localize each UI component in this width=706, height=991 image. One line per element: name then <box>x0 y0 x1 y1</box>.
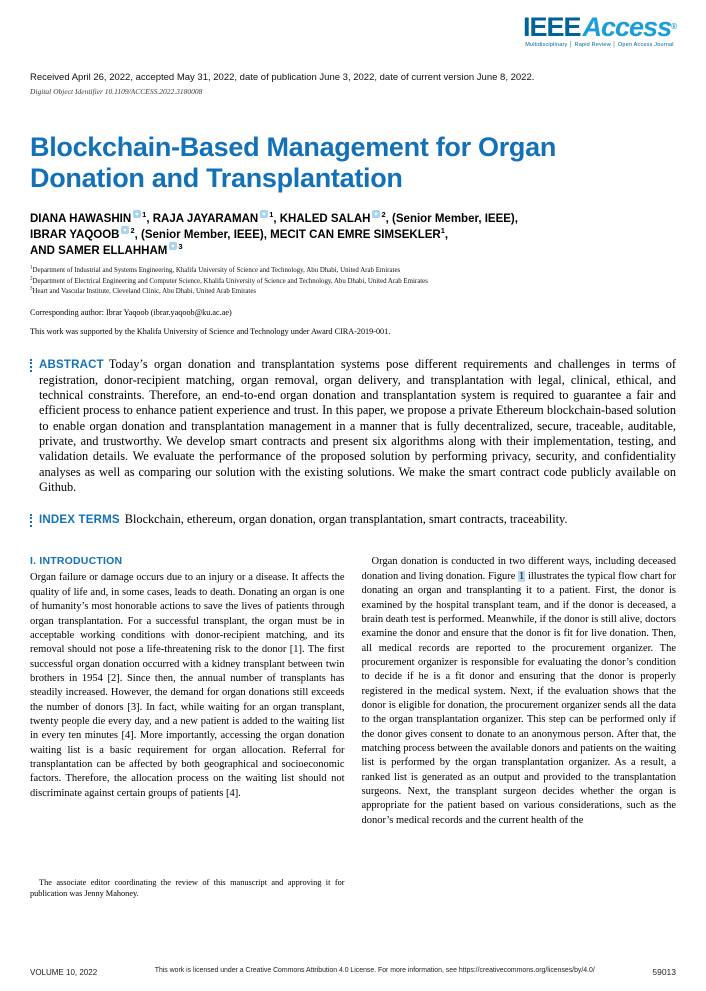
index-terms-text: Blockchain, ethereum, organ donation, organ transplantation, smart contracts, traceability. <box>124 512 568 527</box>
paper-title-line1: Blockchain-Based Management for Organ <box>30 132 557 162</box>
funding-line: This work was supported by the Khalifa University of Science and Technology under Award CIRA-2019-001. <box>30 326 391 336</box>
author-affiliation-superscript: 2 <box>130 226 135 236</box>
author-name: IBRAR YAQOOB <box>30 229 120 241</box>
author-line <box>30 211 676 227</box>
affiliation-line <box>30 287 676 298</box>
affiliation-text: Department of Industrial and Systems Engineering, Khalifa University of Science and Technology, Abu Dhabi, United Arab Emirates <box>32 267 401 274</box>
introduction-paragraph-right <box>362 555 677 828</box>
abstract-label: ABSTRACT <box>39 358 104 371</box>
paper-title-line2: Donation and Transplantation <box>30 163 403 193</box>
orcid-icon[interactable] <box>169 242 177 250</box>
affiliation-text: Department of Electrical Engineering and Computer Science, Khalifa University of Science and Technology, Abu Dhabi, United Arab Emirates <box>32 277 428 285</box>
author-name: RAJA JAYARAMAN <box>152 213 259 225</box>
orcid-icon[interactable] <box>121 226 129 234</box>
author-line <box>30 243 676 259</box>
abstract-dotted-bar <box>30 359 32 372</box>
corresponding-author-line: Corresponding author: Ibrar Yaqoob (ibrar.yaqoob@ku.ac.ae) <box>30 307 232 317</box>
right-paragraph-after-figure-ref: illustrates the typical flow chart for donating an organ and transplanting it to a patient. First, the donor is examined by the hospital transplant team, and if the donor is deceased, a brain death test is performed. Meanwhile, if the donor is still alive, doctors examine the donor and ensure that the donor is fit for live donation. Then, all medical records are reported to the procurement organizer. The procurement organizer is responsible for evaluating the donor’s condition to decide if he is a fit donor and ensuring that the donor is properly registered in the medical system. Next, if the evaluation shows that the donor is eligible for donation, the procurement organizer sends all the data to the organ transplantation organizer. This step can be performed only if the donor gives consent to donate to an anonymous person. After that, the matching process between the available donors and patients on the waiting list is performed by the organ transplantation organizer. As a result, a ranked list is generated as an output and provided to the transplantation surgeons. Next, the transplant surgeon decides whether the organ is appropriate for the patient based on various considerations, such as the donor’s medical records and the current health of the <box>361 570 676 826</box>
author-suffix: , <box>444 229 449 241</box>
associate-editor-footnote: The associate editor coordinating the review of this manuscript and approving it for publication was Jenny Mahoney. <box>30 878 345 899</box>
orcid-icon[interactable] <box>372 210 380 218</box>
page-footer <box>30 967 676 977</box>
author-affiliation-superscript: 3 <box>178 242 183 252</box>
affiliation-line <box>30 277 676 288</box>
section-heading-introduction: I. INTRODUCTION <box>30 555 123 568</box>
affiliation-superscript: 1 <box>30 265 33 271</box>
affiliation-text: Heart and Vascular Institute, Cleveland Clinic, Abu Dhabi, United Arab Emirates <box>32 288 257 295</box>
introduction-paragraph-left: Organ failure or damage occurs due to an injury or a disease. It affects the quality of life and, in some cases, leads to death. Donating an organ is one of humanity’s most honorable actions to save the lives of patients through organ transplantation. For a successful transplant, the organ must be in acceptable working conditions with donor-recipient matching, and its removal should not pose a life-threatening risk to the donor [1]. The first successful organ donation occurred with a kidney transplant between twin brothers in 1954 [2]. Since then, the annual number of transplants has steadily increased. However, the demand for organ donations still exceeds the number of donors [3]. In fact, while waiting for an organ transplant, twenty people die every day, and a new patient is added to the waiting list in every ten minutes [4]. More importantly, accessing the organ donation waiting list is a basic requirement for organ allocation. Referral for transplantation can be affected by both geographical and socioeconomic factors. Therefore, the allocation process on the waiting list should not discriminate against certain groups of patients [4]. <box>30 572 345 799</box>
author-affiliation-superscript: 1 <box>440 226 445 236</box>
author-name: KHALED SALAH <box>279 213 371 225</box>
author-suffix: , <box>273 213 280 225</box>
index-terms-dotted-bar <box>30 514 32 527</box>
abstract-block <box>30 357 676 496</box>
figure-1-reference-link[interactable]: 1 <box>519 570 525 582</box>
ieee-logo-text: IEEE <box>522 12 581 42</box>
abstract-text: Today’s organ donation and transplantation systems pose different requirements and challenges in terms of registration, donor-recipient matching, organ removal, organ delivery, and transplantation with legal, clinical, ethical, and technical constraints. Therefore, an end-to-end organ donation and transplantation system is required to guarantee a fair and efficient process to enhance patient experience and trust. In this paper, we propose a private Ethereum blockchain-based solution to enable organ donation and transplantation management in a manner that is fully decentralized, secure, traceable, auditable, private, and trustworthy. We develop smart contracts and present six algorithms along with their implementation, testing, and validation details. We evaluate the performance of the proposed solution by performing privacy, security, and confidentiality analyses as well as comparing our solution with the existing solutions. We make the smart contract code publicly available on Github. <box>39 356 676 494</box>
affiliation-superscript: 2 <box>30 276 33 282</box>
registered-mark: ® <box>671 22 676 31</box>
journal-tagline: Multidisciplinary │ Rapid Review │ Open Access Journal <box>525 42 674 48</box>
right-column <box>362 555 677 909</box>
masthead <box>30 0 676 48</box>
volume-label: VOLUME 10, 2022 <box>30 968 98 977</box>
author-affiliation-superscript: 1 <box>142 210 147 220</box>
affiliation-superscript: 3 <box>30 286 33 292</box>
affiliation-line <box>30 266 676 277</box>
author-list <box>30 211 676 259</box>
author-name: DIANA HAWASHIN <box>30 213 132 225</box>
doi-line: Digital Object Identifier 10.1109/ACCESS.2022.3180008 <box>30 87 203 96</box>
left-column <box>30 555 345 909</box>
author-name: MECIT CAN EMRE SIMSEKLER <box>270 229 441 241</box>
orcid-icon[interactable] <box>260 210 268 218</box>
author-affiliation-superscript: 1 <box>269 210 274 220</box>
author-line <box>30 227 676 243</box>
access-logo-text: Access <box>582 12 672 42</box>
paper-title <box>30 132 676 194</box>
author-name: AND SAMER ELLAHHAM <box>30 245 168 257</box>
author-suffix: , <box>146 213 153 225</box>
author-suffix: , (Senior Member, IEEE), <box>134 229 271 241</box>
index-terms-label: INDEX TERMS <box>39 514 120 527</box>
license-line: This work is licensed under a Creative Commons Attribution 4.0 License. For more information, see https://creativecommons.org/licenses/by/4.0/ <box>154 967 595 974</box>
page-number: 59013 <box>652 967 676 977</box>
orcid-icon[interactable] <box>133 210 141 218</box>
author-affiliation-superscript: 2 <box>381 210 386 220</box>
ieee-access-logo <box>523 13 676 48</box>
received-dates-line: Received April 26, 2022, accepted May 31, 2022, date of publication June 3, 2022, date of current version June 8, 2022. <box>30 72 535 83</box>
right-paragraph-before-figure-ref: Organ donation is conducted in two different ways, including deceased donation and living donation. Figure <box>361 556 676 582</box>
affiliation-list <box>30 266 676 298</box>
index-terms-block <box>30 512 676 528</box>
two-column-body <box>30 555 676 909</box>
author-suffix: , (Senior Member, IEEE), <box>385 213 518 225</box>
